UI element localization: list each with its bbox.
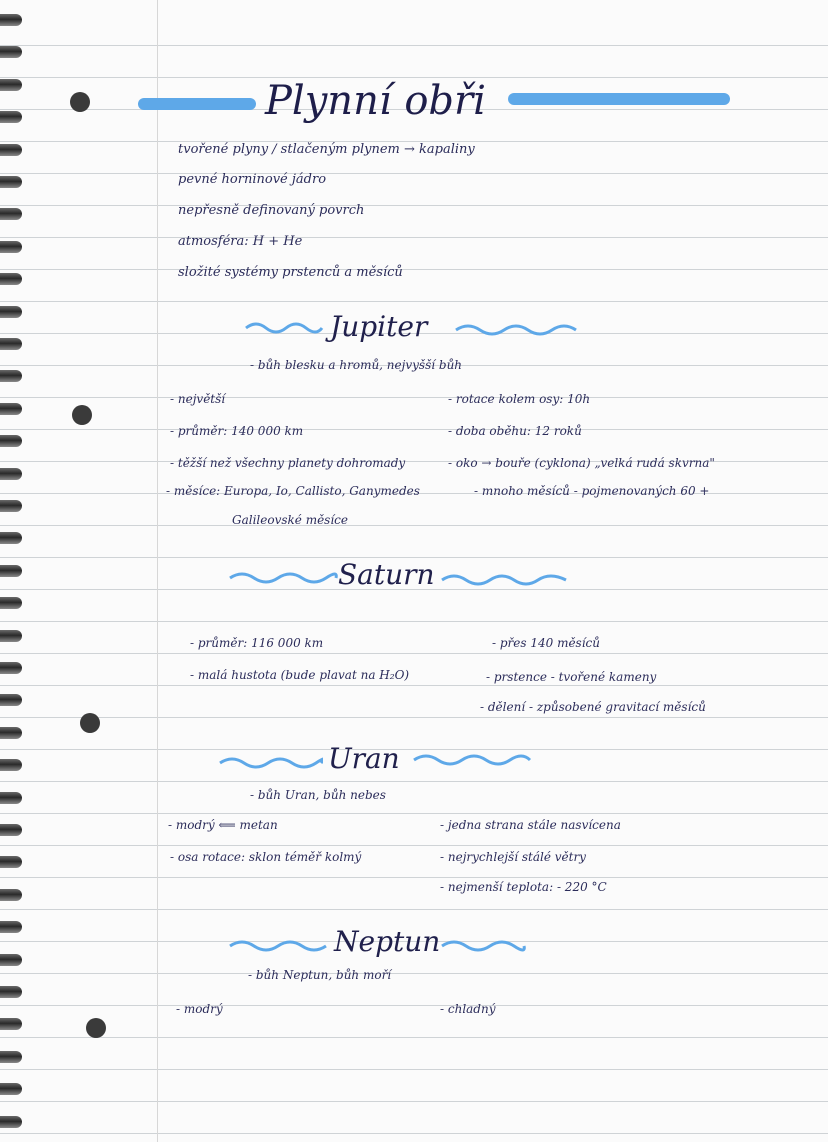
intro-item: pevné horninové jádro [178,172,327,187]
neptun-right-item: - chladný [440,1002,496,1016]
title-highlight-right [508,93,730,105]
jupiter-left-item: - měsíce: Europa, Io, Callisto, Ganymedes [166,484,420,498]
wave-decoration [228,938,328,952]
spiral-coil [0,338,22,350]
spiral-coil [0,759,22,771]
uran-subtitle: - bůh Uran, bůh nebes [250,788,386,802]
spiral-coil [0,176,22,188]
jupiter-right-item: - rotace kolem osy: 10h [448,392,591,406]
spiral-coil [0,954,22,966]
spiral-coil [0,727,22,739]
spiral-coil [0,273,22,285]
wave-decoration [440,938,526,952]
wave-decoration [244,320,324,334]
wave-decoration [440,572,568,586]
margin-line [157,0,158,1142]
spiral-coil [0,986,22,998]
jupiter-subtitle: - bůh blesku a hromů, nejvyšší bůh [250,358,463,372]
spiral-coil [0,370,22,382]
spiral-coil [0,597,22,609]
spiral-coil [0,856,22,868]
jupiter-right-item: - oko → bouře (cyklona) „velká rudá skvrna" [448,456,715,470]
saturn-right-item: - prstence - tvořené kameny [486,670,657,684]
saturn-left-item: - malá hustota (bude plavat na H₂O) [190,668,410,682]
spiral-coil [0,1018,22,1030]
punch-hole [86,1018,106,1038]
uran-left-item: - modrý ⟸ metan [168,818,278,832]
spiral-coil [0,824,22,836]
punch-hole [80,713,100,733]
spiral-binding [0,0,30,1142]
neptun-subtitle: - bůh Neptun, bůh moří [248,968,392,982]
wave-decoration [454,322,579,336]
saturn-left-item: - průměr: 116 000 km [190,636,324,650]
jupiter-left-item: - těžší než všechny planety dohromady [170,456,406,470]
uran-right-item: - jedna strana stále nasvícena [440,818,621,832]
page-title: Plynní obři [265,78,486,124]
spiral-coil [0,1116,22,1128]
jupiter-left-item: - průměr: 140 000 km [170,424,304,438]
wave-decoration [412,752,532,766]
neptun-left-item: - modrý [176,1002,223,1016]
wave-decoration [228,570,338,584]
intro-item: nepřesně definovaný povrch [178,203,365,218]
jupiter-right-item: - mnoho měsíců - pojmenovaných 60 + [474,484,710,498]
section-heading-saturn: Saturn [338,558,435,591]
uran-right-item: - nejrychlejší stálé větry [440,850,586,864]
uran-right-item: - nejmenší teplota: - 220 °C [440,880,607,894]
spiral-coil [0,921,22,933]
spiral-coil [0,144,22,156]
spiral-coil [0,500,22,512]
spiral-coil [0,306,22,318]
spiral-coil [0,241,22,253]
spiral-coil [0,565,22,577]
spiral-coil [0,435,22,447]
punch-hole [72,405,92,425]
intro-item: atmosféra: H + He [178,234,303,249]
spiral-coil [0,468,22,480]
spiral-coil [0,46,22,58]
spiral-coil [0,630,22,642]
spiral-coil [0,792,22,804]
spiral-coil [0,79,22,91]
spiral-coil [0,111,22,123]
intro-item: tvořené plyny / stlačeným plynem → kapaliny [178,142,475,157]
spiral-coil [0,662,22,674]
spiral-coil [0,208,22,220]
jupiter-left-item: - největší [170,392,226,406]
intro-item: složité systémy prstenců a měsíců [178,265,403,280]
section-heading-uran: Uran [328,742,400,775]
wave-decoration [218,755,323,769]
spiral-coil [0,403,22,415]
section-heading-jupiter: Jupiter [330,310,428,343]
jupiter-right-item: - doba oběhu: 12 roků [448,424,582,438]
spiral-coil [0,694,22,706]
saturn-right-item: - přes 140 měsíců [492,636,601,650]
spiral-coil [0,889,22,901]
uran-left-item: - osa rotace: sklon téměř kolmý [170,850,362,864]
saturn-right-item: - dělení - způsobené gravitací měsíců [480,700,706,714]
punch-hole [70,92,90,112]
title-highlight-left [138,98,256,110]
jupiter-left-note: Galileovské měsíce [232,513,349,527]
spiral-coil [0,532,22,544]
spiral-coil [0,1051,22,1063]
spiral-coil [0,1083,22,1095]
spiral-coil [0,14,22,26]
section-heading-neptun: Neptun [334,925,441,958]
